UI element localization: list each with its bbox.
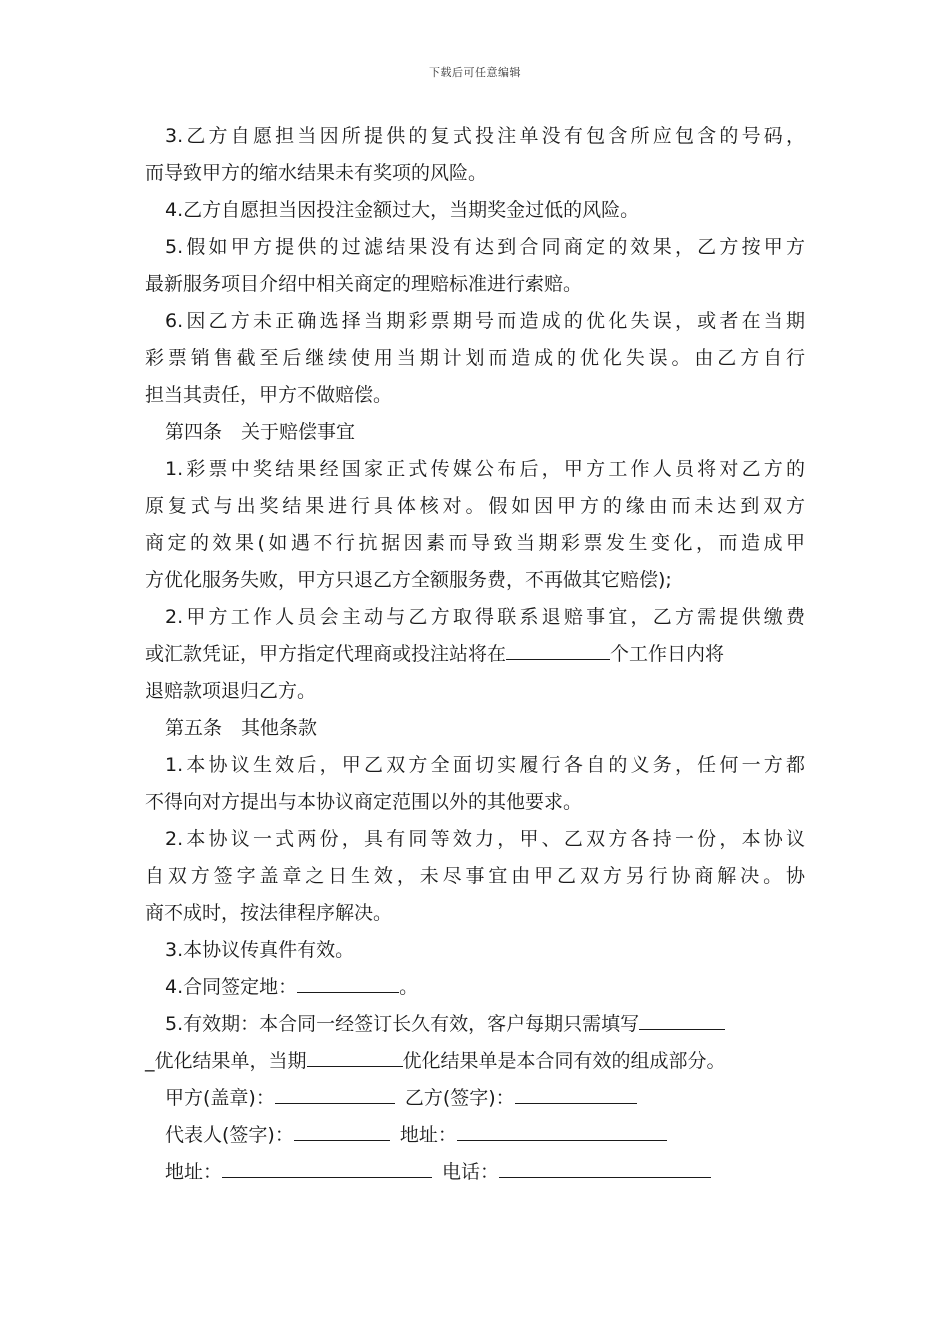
text-line: 原复式与出奖结果进行具体核对。假如因甲方的缘由而未达到双方 bbox=[145, 495, 805, 517]
fill-in-blank[interactable] bbox=[297, 970, 399, 993]
party-a-blank[interactable] bbox=[275, 1081, 395, 1104]
text-segment: 。 bbox=[399, 976, 419, 998]
page-header-note: 下载后可任意编辑 bbox=[429, 66, 521, 79]
text-line bbox=[145, 969, 805, 1006]
text-line: 6.因乙方未正确选择当期彩票期号而造成的优化失误，或者在当期 bbox=[165, 310, 805, 332]
text-line bbox=[145, 1043, 805, 1080]
text-line bbox=[145, 1006, 805, 1043]
signature-line-contact bbox=[145, 1154, 805, 1191]
text-line: 4.乙方自愿担当因投注金额过大，当期奖金过低的风险。 bbox=[165, 199, 640, 221]
text-line: 退赔款项退归乙方。 bbox=[145, 680, 317, 702]
text-line: 3.乙方自愿担当因所提供的复式投注单没有包含所应包含的号码， bbox=[165, 125, 805, 147]
text-line: 2.本协议一式两份，具有同等效力，甲、乙双方各持一份，本协议 bbox=[165, 828, 805, 850]
text-line: 最新服务项目介绍中相关商定的理赔标准进行索赔。 bbox=[145, 273, 583, 295]
signature-line-parties bbox=[145, 1080, 805, 1117]
text-line: 不得向对方提出与本协议商定范围以外的其他要求。 bbox=[145, 791, 583, 813]
text-line bbox=[145, 636, 805, 673]
text-line: 彩票销售截至后继续使用当期计划而造成的优化失误。由乙方自行 bbox=[145, 347, 805, 369]
text-line: 3.本协议传真件有效。 bbox=[165, 939, 355, 961]
fill-in-blank[interactable] bbox=[506, 637, 610, 660]
address-label: 地址： bbox=[399, 1124, 457, 1146]
text-line: 方优化服务失败，甲方只退乙方全额服务费，不再做其它赔偿); bbox=[145, 569, 672, 591]
address2-blank[interactable] bbox=[222, 1155, 432, 1178]
text-line: 商不成时，按法律程序解决。 bbox=[145, 902, 393, 924]
text-line: 5.假如甲方提供的过滤结果没有达到合同商定的效果，乙方按甲方 bbox=[165, 236, 805, 258]
document-body bbox=[145, 118, 805, 1191]
phone-label: 电话： bbox=[442, 1161, 500, 1183]
text-line: 而导致甲方的缩水结果未有奖项的风险。 bbox=[145, 162, 488, 184]
party-b-blank[interactable] bbox=[515, 1081, 637, 1104]
text-segment: _优化结果单，当期 bbox=[145, 1050, 307, 1072]
fill-in-blank[interactable] bbox=[307, 1044, 403, 1067]
phone-blank[interactable] bbox=[499, 1155, 711, 1178]
text-line: 2.甲方工作人员会主动与乙方取得联系退赔事宜，乙方需提供缴费 bbox=[165, 606, 805, 628]
text-line: 商定的效果(如遇不行抗据因素而导致当期彩票发生变化，而造成甲 bbox=[145, 532, 805, 554]
text-line: 自双方签字盖章之日生效，未尽事宜由甲乙双方另行协商解决。协 bbox=[145, 865, 805, 887]
representative-blank[interactable] bbox=[294, 1118, 390, 1141]
party-a-label: 甲方(盖章)： bbox=[165, 1087, 275, 1109]
text-segment: 优化结果单是本合同有效的组成部分。 bbox=[402, 1050, 726, 1072]
representative-label: 代表人(签字)： bbox=[165, 1124, 294, 1146]
text-segment: 5.有效期：本合同一经签订长久有效，客户每期只需填写 bbox=[165, 1013, 640, 1035]
text-line: 担当其责任，甲方不做赔偿。 bbox=[145, 384, 393, 406]
text-segment: 个工作日内将 bbox=[610, 643, 725, 665]
text-line: 1.本协议生效后，甲乙双方全面切实履行各自的义务，任何一方都 bbox=[165, 754, 805, 776]
text-segment: 或汇款凭证，甲方指定代理商或投注站将在 bbox=[145, 643, 507, 665]
fill-in-blank[interactable] bbox=[639, 1007, 725, 1030]
text-line: 1.彩票中奖结果经国家正式传媒公布后，甲方工作人员将对乙方的 bbox=[165, 458, 805, 480]
section-heading: 第五条 其他条款 bbox=[165, 717, 318, 739]
address-blank[interactable] bbox=[457, 1118, 667, 1141]
signature-line-representative bbox=[145, 1117, 805, 1154]
address2-label: 地址： bbox=[165, 1161, 223, 1183]
party-b-label: 乙方(签字)： bbox=[404, 1087, 515, 1109]
text-segment: 4.合同签定地： bbox=[165, 976, 298, 998]
section-heading: 第四条 关于赔偿事宜 bbox=[165, 421, 356, 443]
